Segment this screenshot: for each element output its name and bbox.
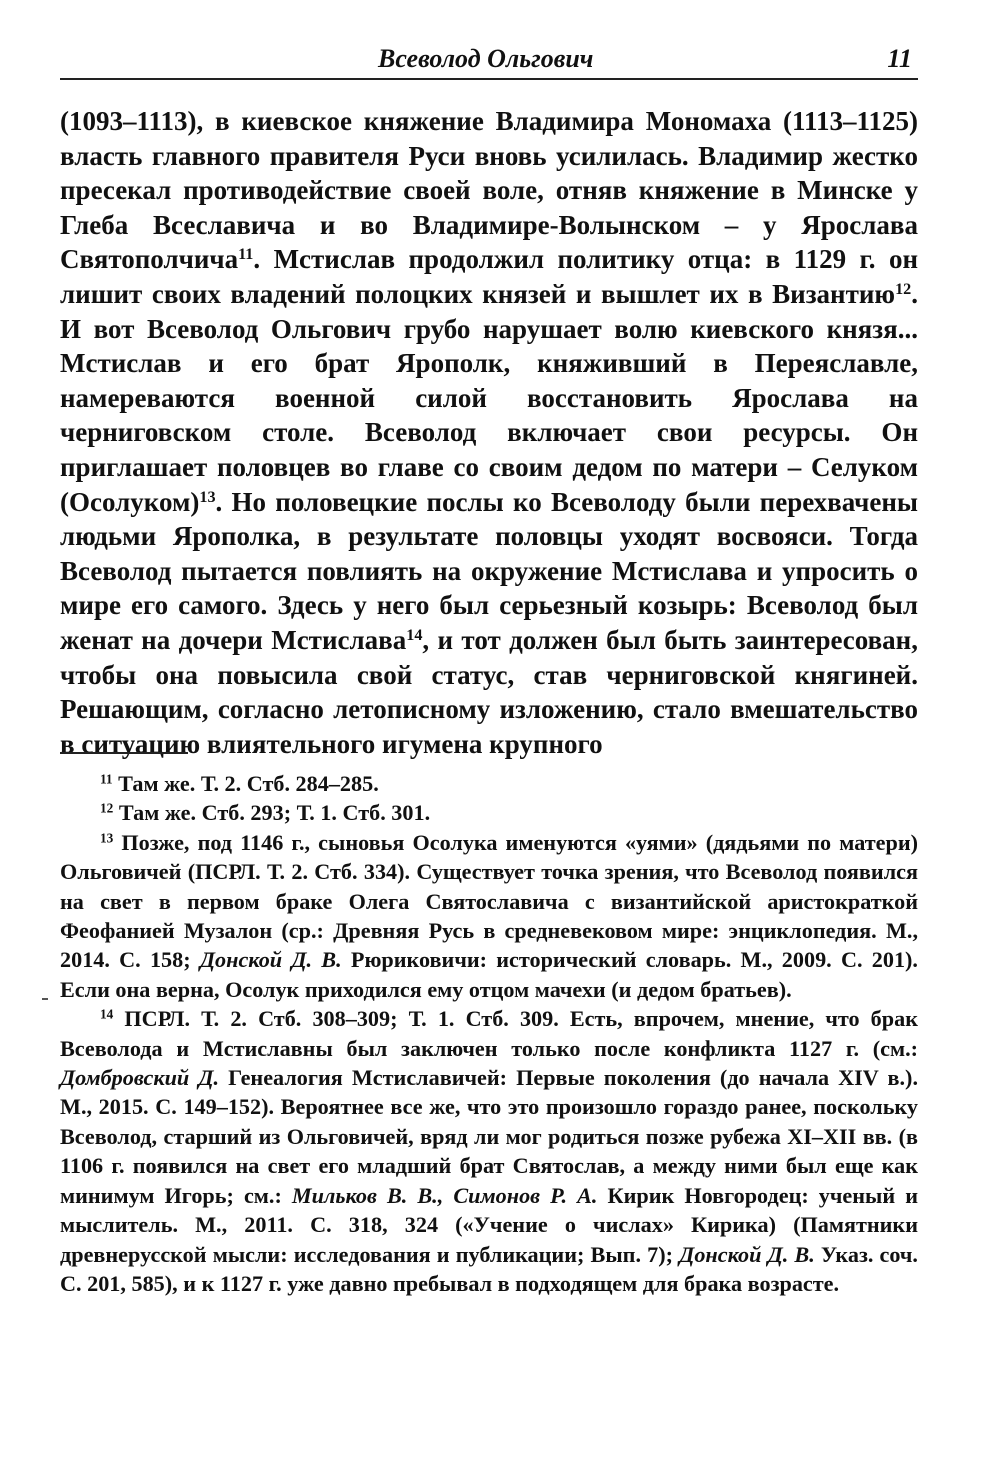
author-name: Домбровский Д. xyxy=(60,1065,220,1091)
footnote-ref-13: 13 xyxy=(199,487,216,506)
footnote-text: Рюриковичи: исторический словарь. М., 2009. С. 201). Если она верна, Осолук приходился ему отцом мачехи (и дедом братьев). xyxy=(60,947,918,1002)
footnote-ref-11: 11 xyxy=(238,245,254,264)
text-segment: (1093–1113), в киевское княжение Владимира Мономаха (1113–1125) власть главного правителя Руси вновь усилилась. Владимир жестко пресекал противодействие своей воле, отняв княжение в Минске у Глеба Всеславича и во Владимире-Волынском – у Ярослава Святополчича xyxy=(60,106,918,275)
text-segment: . Мстислав продолжил политику отца: в 1129 г. он лишит своих владений полоцких князей и вышлет их в Византию xyxy=(60,244,918,309)
footnote-text: Кирик Новгородец: ученый и мыслитель. М., 2011. С. 318, 324 («Учение о числах» Кирика) (Памятники древнерусской мысли: исследования и публикации; Вып. 7); xyxy=(60,1182,918,1267)
footnote-14 xyxy=(60,1004,918,1298)
running-title: Всеволод Ольгович xyxy=(378,44,594,73)
footnote-number: 11 xyxy=(100,771,113,787)
footnote-text: Позже, под 1146 г., сыновья Осолука именуются «уями» (дядьями по матери) Ольговичей (ПСРЛ. Т. 2. Стб. 334). Существует точка зрения, что Всеволод появился на свет в первом браке Олега Святославича с византийской аристократкой Феофанией Музалон (ср.: Древняя Русь в средневековом мире: энциклопедия. М., 2014. С. 158; xyxy=(60,829,918,973)
footnote-number: 13 xyxy=(100,830,114,846)
footnote-text: Там же. Т. 2. Стб. 284–285. xyxy=(112,771,379,796)
footnote-text: Указ. соч. С. 201, 585), и к 1127 г. уже давно пребывал в подходящем для брака возрасте. xyxy=(60,1241,918,1296)
footnote-ref-14: 14 xyxy=(406,626,423,644)
footnote-11 xyxy=(60,769,918,798)
footnote-text: Там же. Стб. 293; Т. 1. Стб. 301. xyxy=(113,800,431,826)
main-text xyxy=(60,104,918,761)
running-header xyxy=(60,38,918,80)
footnote-ref-12: 12 xyxy=(895,280,912,299)
text-segment: . И вот Всеволод Ольгович грубо нарушает волю киевского князя... Мстислав и его брат Ярополк, княживший в Переяславле, намереваются военной силой восстановить Ярослава на черниговском столе. Всеволод включает свои ресурсы. Он приглашает половцев во главе со своим дедом по матери – Селуком (Осолуком) xyxy=(60,278,918,517)
footnote-number: 14 xyxy=(100,1006,114,1022)
author-name: Мильков В. В., Симонов Р. А. xyxy=(291,1182,598,1208)
author-name: Донской Д. В. xyxy=(679,1241,815,1267)
footnote-separator xyxy=(60,752,188,754)
margin-mark xyxy=(42,998,48,1000)
page-number: 11 xyxy=(887,44,912,73)
footnote-text: ПСРЛ. Т. 2. Стб. 308–309; Т. 1. Стб. 309. Есть, впрочем, мнение, что брак Всеволода и Мстиславны был заключен только после конфликта 1127 г. (см.: xyxy=(60,1006,918,1061)
text-segment: . Но половецкие послы ко Всеволоду были перехвачены людьми Ярополка, в результате половцы уходят восвояси. Тогда Всеволод пытается повлиять на окружение Мстислава и упросить о мире его самого. Здесь у него был серьезный козырь: Всеволод был женат на дочери Мстислава xyxy=(60,486,918,655)
footnote-number: 12 xyxy=(100,801,114,817)
author-name: Донской Д. В. xyxy=(199,947,342,973)
text-segment: , и тот должен был быть заинтересован, чтобы она повысила свой статус, став черниговской княгиней. Решающим, согласно летописному изложению, стало вмешательство в ситуацию влиятельного игумена крупного xyxy=(60,624,918,759)
footnote-13 xyxy=(60,828,918,1004)
footnotes xyxy=(60,769,918,1298)
footnote-12 xyxy=(60,798,918,827)
main-paragraph xyxy=(60,104,918,761)
footnote-text: Генеалогия Мстиславичей: Первые поколения (до начала XIV в.). М., 2015. С. 149–152). Вероятнее все же, что это произошло гораздо ранее, поскольку Всеволод, старший из Ольговичей, вряд ли мог родиться позже рубежа XI–XII вв. (в 1106 г. появился на свет его младший брат Святослав, а между ними был еще как минимум Игорь; см.: xyxy=(60,1065,918,1208)
